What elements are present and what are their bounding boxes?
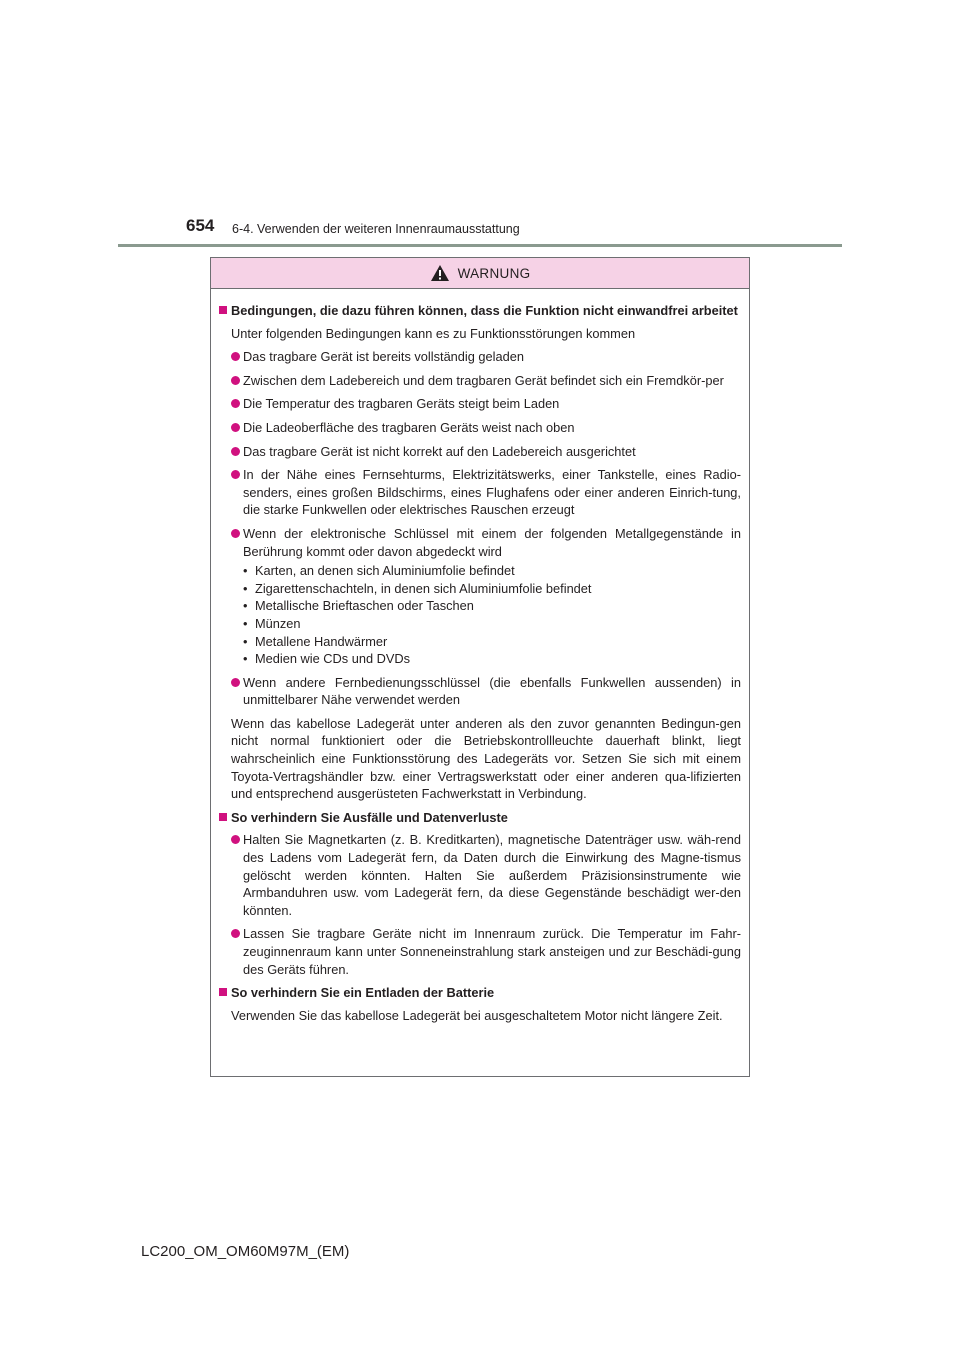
page-number: 654 (186, 216, 215, 235)
square-bullet-icon (219, 813, 227, 821)
metal-item: • Metallische Brieftaschen oder Taschen (243, 597, 741, 615)
metal-item: • Metallene Handwärmer (243, 633, 741, 651)
round-bullet-icon (231, 835, 240, 844)
heading-prevent-failures (219, 809, 741, 827)
condition-text: Wenn andere Fernbedienungsschlüssel (die ebenfalls Funkwellen aussenden) in unmittelbarer Nähe verwendet werden (243, 674, 741, 708)
condition-text: Zwischen dem Ladebereich und dem tragbaren Gerät befindet sich ein Fremdkör-per (243, 372, 724, 388)
heading-battery-text: So verhindern Sie ein Entladen der Batterie (231, 985, 495, 1001)
round-bullet-icon (231, 399, 240, 408)
battery-paragraph: Verwenden Sie das kabellose Ladegerät bei ausgeschaltetem Motor nicht längere Zeit. (231, 1007, 723, 1023)
condition-text: Das tragbare Gerät ist bereits vollständig geladen (243, 349, 524, 365)
condition-text: Das tragbare Gerät ist nicht korrekt auf den Ladebereich ausgerichtet (243, 443, 636, 459)
condition-text: Die Ladeoberfläche des tragbaren Geräts weist nach oben (243, 419, 575, 435)
round-bullet-icon (231, 929, 240, 938)
round-bullet-icon (231, 376, 240, 385)
heading-conditions-text: Bedingungen, die dazu führen können, dass die Funktion nicht einwandfrei arbeitet (231, 303, 738, 318)
condition-item (219, 525, 741, 668)
metal-item: • Zigarettenschachteln, in denen sich Aluminiumfolie befindet (243, 580, 741, 598)
metal-item: • Münzen (243, 615, 741, 633)
square-bullet-icon (219, 306, 227, 314)
prevent-item (219, 925, 741, 978)
square-bullet-icon (219, 988, 227, 996)
warning-title: WARNUNG (457, 265, 531, 281)
condition-text: Wenn der elektronische Schlüssel mit einem der folgenden Metallgegenstände in Berührung kommt oder davon abgedeckt wird (243, 525, 741, 559)
warning-box (210, 257, 750, 1077)
condition-text: In der Nähe eines Fernsehturms, Elektrizitätswerks, einer Tankstelle, eines Radio-senders, eines großen Bildschirms, eines Flughafens oder einer anderen Einrich-tung, die starke Funkwellen oder elektrisches Rauschen erzeugt (243, 467, 741, 518)
metal-items-list (243, 562, 741, 668)
condition-item (219, 372, 741, 390)
round-bullet-icon (231, 678, 240, 687)
prevent-text: Halten Sie Magnetkarten (z. B. Kreditkarten), magnetische Datenträger usw. wäh-rend des Ladens vom Ladegerät fern, da Daten durch die Einwirkung des Magne-tismus gelöscht werden könnten. Halten Sie außerdem Präzisionsinstrumente wie Armbanduhren usw. vom Ladegerät fern, da diese Gegenstände beschädigt wer-den könnten. (243, 832, 741, 918)
condition-item (219, 348, 741, 366)
prevent-text: Lassen Sie tragbare Geräte nicht im Innenraum zurück. Die Temperatur im Fahr-zeuginnenraum kann unter Sonneneinstrahlung stark ansteigen und zur Beschädi-gung des Geräts führen. (243, 926, 741, 977)
round-bullet-icon (231, 529, 240, 538)
round-bullet-icon (231, 470, 240, 479)
condition-item (219, 443, 741, 461)
condition-text: Die Temperatur des tragbaren Geräts steigt beim Laden (243, 396, 560, 412)
condition-item (219, 419, 741, 437)
round-bullet-icon (231, 447, 240, 456)
conditions-outro: Wenn das kabellose Ladegerät unter anderen als den zuvor genannten Bedingun-gen nicht normal funktioniert oder die Betriebskontrollleuchte dauerhaft blinkt, liegt wahrscheinlich eine Funktionsstörung des Ladegeräts vor. Setzen Sie sich mit einem Toyota-Vertragshändler bzw. einer Vertragswerkstatt oder einer anderen qua-lifizierten und entsprechend ausgerüsteten Fachwerkstatt in Verbindung. (231, 715, 741, 802)
heading-conditions (219, 302, 741, 320)
document-code: LC200_OM_OM60M97M_(EM) (141, 1243, 350, 1260)
conditions-intro: Unter folgenden Bedingungen kann es zu Funktionsstörungen kommen (231, 325, 636, 341)
metal-item: • Karten, an denen sich Aluminiumfolie befindet (243, 562, 741, 580)
prevent-item (219, 831, 741, 919)
condition-item (219, 395, 741, 413)
warning-header (211, 258, 749, 289)
condition-item (219, 466, 741, 519)
condition-item (219, 674, 741, 709)
warning-triangle-icon (430, 264, 450, 282)
round-bullet-icon (231, 352, 240, 361)
warning-body (211, 289, 749, 1024)
round-bullet-icon (231, 423, 240, 432)
header-rule (118, 244, 842, 247)
heading-prevent-failures-text: So verhindern Sie Ausfälle und Datenverluste (231, 809, 508, 825)
metal-item: • Medien wie CDs und DVDs (243, 650, 741, 668)
section-title: 6-4. Verwenden der weiteren Innenraumausstattung (232, 222, 520, 236)
heading-battery (219, 984, 741, 1002)
